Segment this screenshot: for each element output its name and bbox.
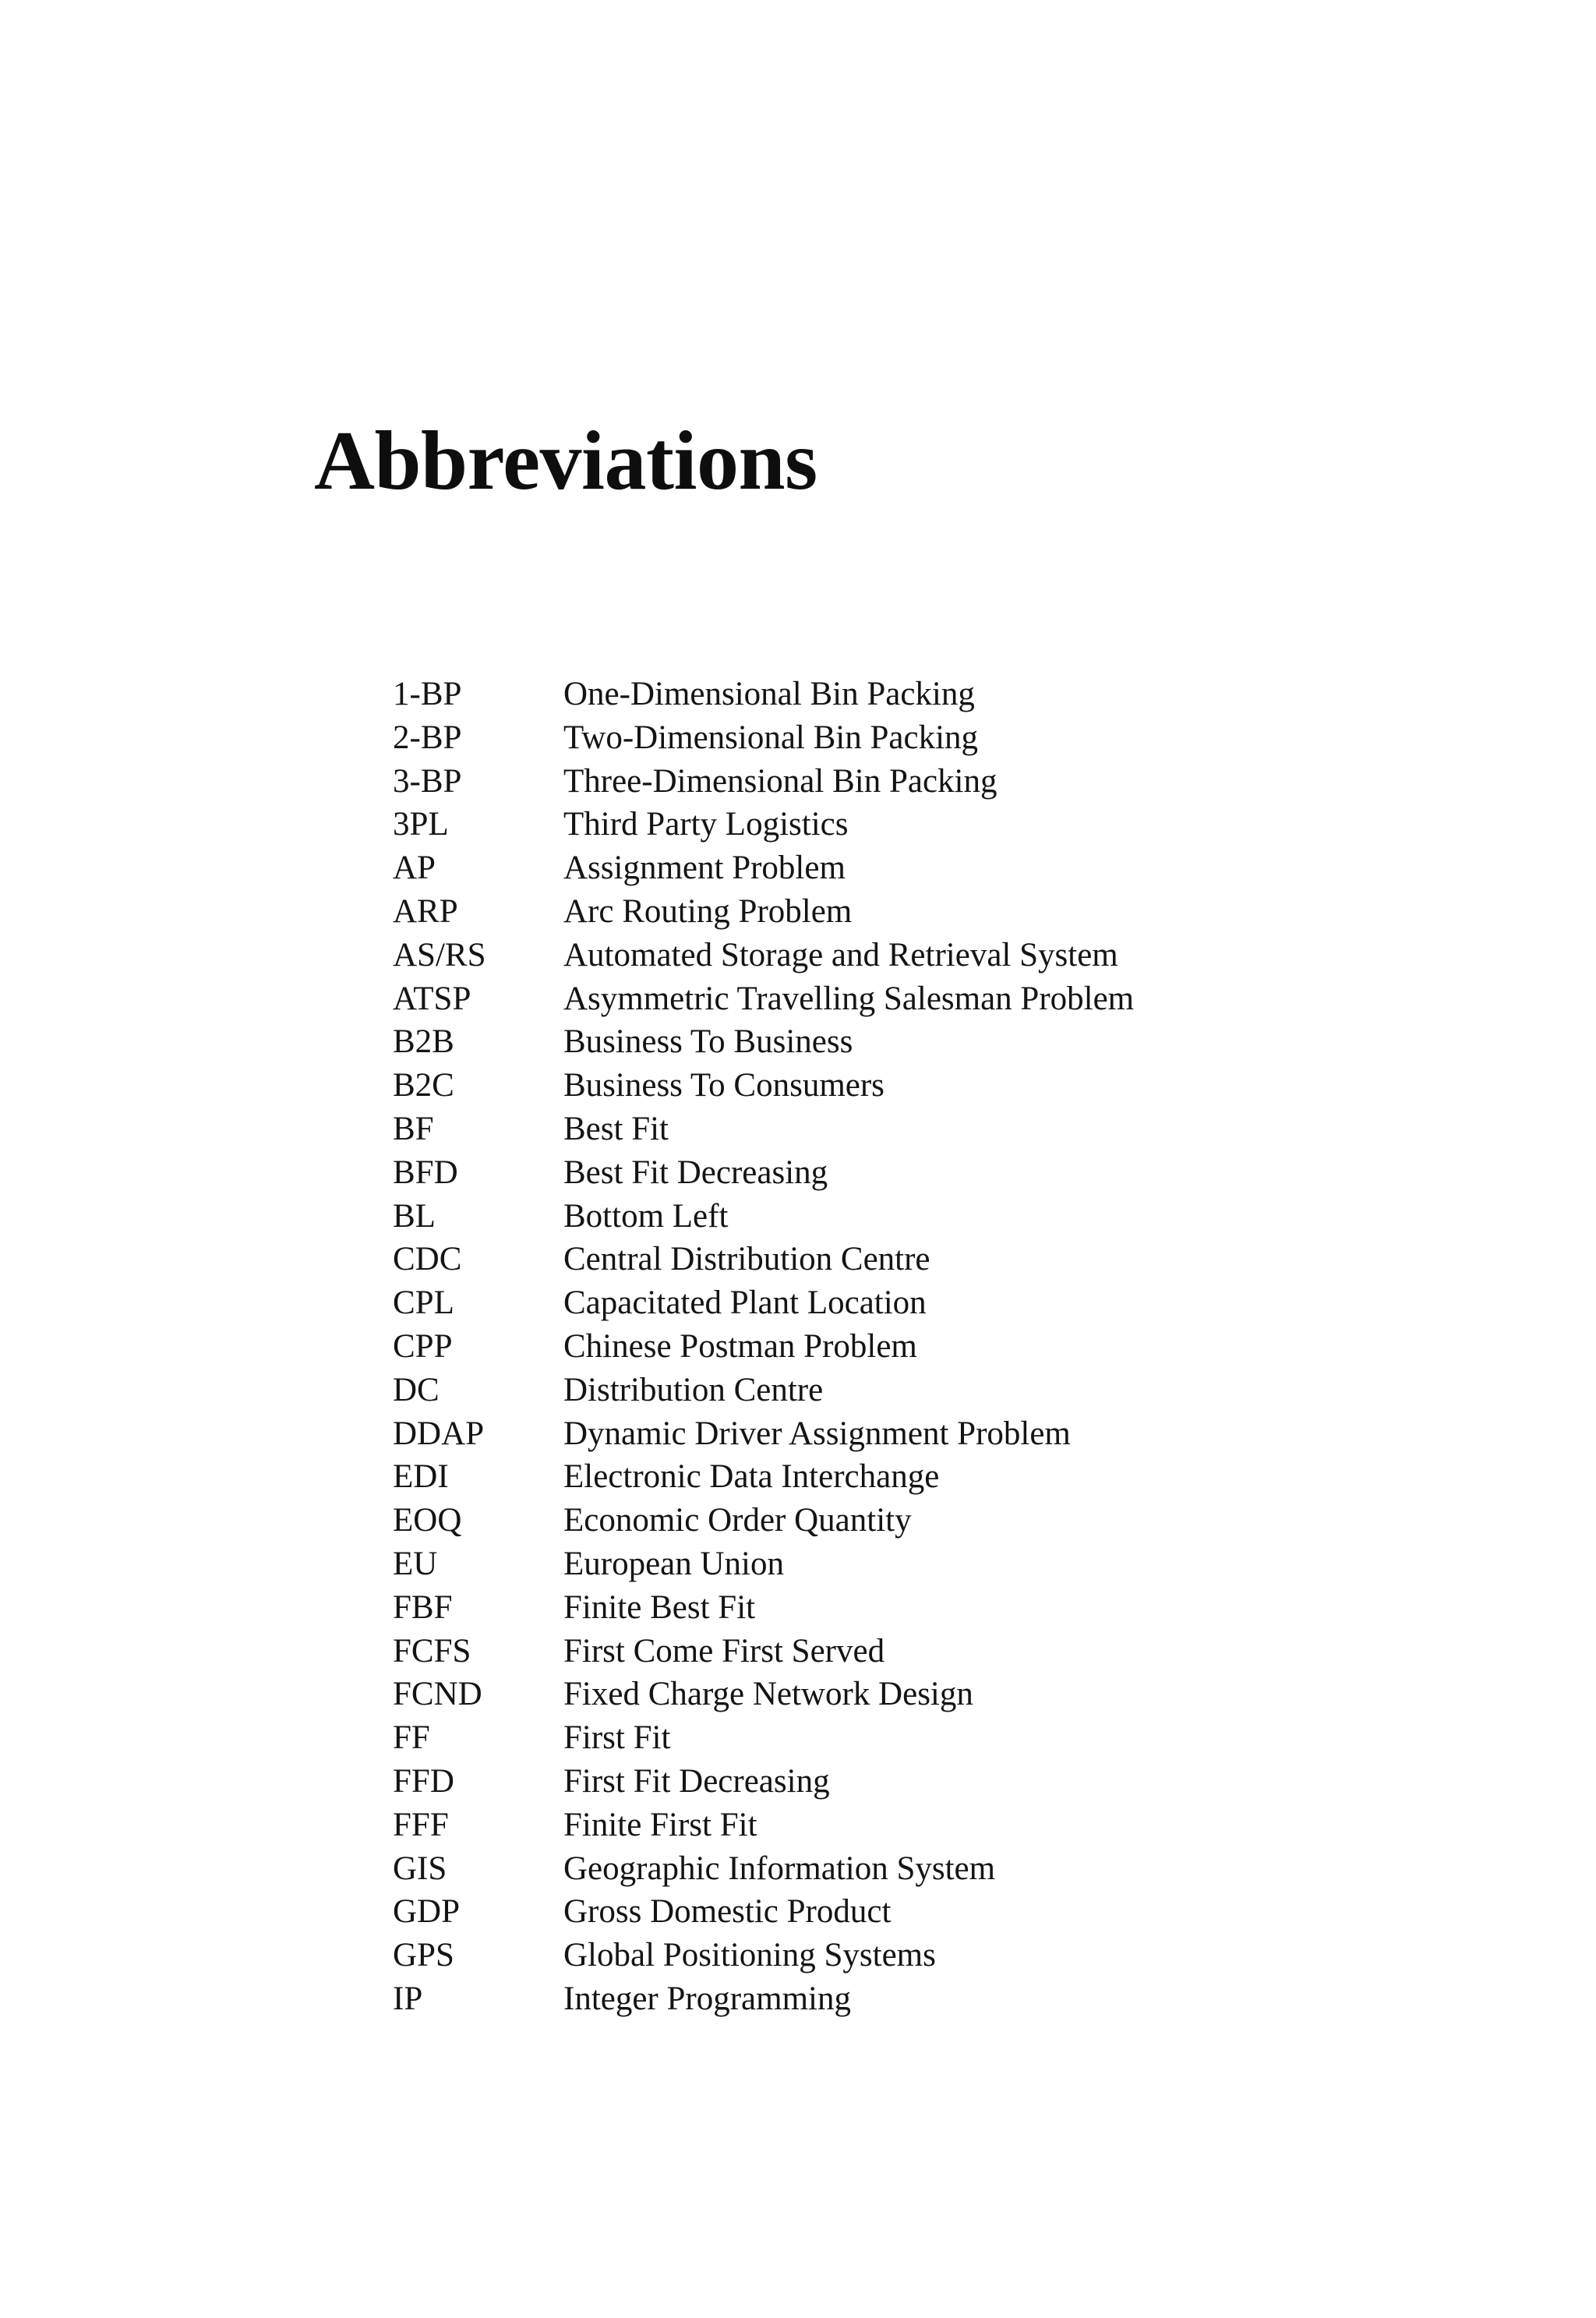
abbreviation-term: CPL (393, 1284, 454, 1322)
abbreviation-definition: First Fit (563, 1719, 671, 1757)
abbreviation-term: B2C (393, 1067, 454, 1104)
abbreviation-row (393, 977, 1328, 1021)
abbreviation-definition: First Come First Served (563, 1632, 885, 1670)
abbreviation-term: AS/RS (393, 936, 486, 973)
abbreviation-term: DC (393, 1371, 440, 1408)
abbreviation-definition: Two-Dimensional Bin Packing (563, 719, 979, 756)
abbreviation-definition: Electronic Data Interchange (563, 1458, 940, 1496)
abbreviation-row (393, 846, 1328, 890)
abbreviation-row (393, 1281, 1328, 1325)
abbreviation-definition: Arc Routing Problem (563, 892, 853, 930)
abbreviation-definition: Best Fit (563, 1110, 669, 1147)
abbreviation-term: FBF (393, 1588, 453, 1626)
abbreviation-row (393, 1108, 1328, 1151)
abbreviation-term: ATSP (393, 980, 471, 1017)
abbreviation-term: GPS (393, 1937, 454, 1974)
abbreviation-row (393, 1760, 1328, 1804)
abbreviation-definition: Dynamic Driver Assignment Problem (563, 1415, 1071, 1452)
abbreviation-row (393, 1238, 1328, 1281)
abbreviation-term: B2B (393, 1023, 454, 1061)
abbreviation-definition: Third Party Logistics (563, 806, 849, 843)
abbreviation-definition: Business To Consumers (563, 1067, 885, 1104)
abbreviation-definition: Assignment Problem (563, 850, 846, 887)
abbreviation-term: FFF (393, 1806, 449, 1843)
abbreviation-term: FF (393, 1719, 430, 1757)
abbreviation-definition: Automated Storage and Retrieval System (563, 936, 1118, 973)
abbreviation-definition: Best Fit Decreasing (563, 1154, 828, 1191)
abbreviation-row (393, 1064, 1328, 1108)
abbreviation-row (393, 1542, 1328, 1586)
abbreviation-term: 3-BP (393, 762, 462, 800)
abbreviation-definition: Finite First Fit (563, 1806, 757, 1843)
abbreviation-row (393, 1847, 1328, 1891)
abbreviation-term: CPP (393, 1327, 453, 1365)
abbreviation-term: DDAP (393, 1415, 485, 1452)
abbreviation-row (393, 890, 1328, 934)
abbreviation-term: EOQ (393, 1502, 462, 1539)
abbreviation-definition: Finite Best Fit (563, 1588, 756, 1626)
abbreviation-definition: Gross Domestic Product (563, 1893, 892, 1931)
abbreviation-row (393, 1977, 1328, 2021)
abbreviation-definition: European Union (563, 1545, 785, 1582)
abbreviation-term: 2-BP (393, 719, 462, 756)
abbreviation-term: 3PL (393, 806, 449, 843)
abbreviation-definition: Chinese Postman Problem (563, 1327, 917, 1365)
abbreviation-row (393, 803, 1328, 846)
page-title: Abbreviations (314, 415, 817, 507)
abbreviation-term: BL (393, 1197, 436, 1235)
abbreviation-definition: Global Positioning Systems (563, 1937, 936, 1974)
abbreviation-definition: Economic Order Quantity (563, 1502, 912, 1539)
abbreviation-row (393, 760, 1328, 804)
abbreviation-row (393, 934, 1328, 977)
abbreviation-row (393, 1934, 1328, 1977)
abbreviation-row (393, 1586, 1328, 1630)
abbreviation-term: CDC (393, 1241, 462, 1278)
abbreviation-definition: First Fit Decreasing (563, 1762, 830, 1800)
abbreviation-term: FCFS (393, 1632, 471, 1670)
abbreviation-definition: Three-Dimensional Bin Packing (563, 762, 998, 800)
abbreviation-definition: Bottom Left (563, 1197, 729, 1235)
abbreviation-term: EU (393, 1545, 438, 1582)
abbreviation-definition: One-Dimensional Bin Packing (563, 676, 975, 712)
abbreviation-row (393, 1325, 1328, 1369)
abbreviation-row (393, 1369, 1328, 1412)
abbreviation-row (393, 716, 1328, 760)
abbreviation-term: 1-BP (393, 676, 462, 712)
abbreviation-term: BFD (393, 1154, 458, 1191)
abbreviation-term: IP (393, 1980, 423, 2017)
abbreviation-row (393, 1716, 1328, 1760)
abbreviation-row (393, 673, 1328, 716)
abbreviation-term: EDI (393, 1458, 449, 1496)
abbreviation-row (393, 1673, 1328, 1716)
abbreviation-term: GIS (393, 1850, 447, 1887)
abbreviation-list (393, 673, 1328, 2021)
abbreviation-definition: Business To Business (563, 1023, 853, 1061)
abbreviation-term: FFD (393, 1762, 454, 1800)
abbreviation-definition: Integer Programming (563, 1980, 851, 2017)
abbreviation-row (393, 1151, 1328, 1195)
abbreviation-row (393, 1804, 1328, 1847)
abbreviation-definition: Fixed Charge Network Design (563, 1676, 973, 1713)
abbreviation-term: BF (393, 1110, 434, 1147)
abbreviation-row (393, 1499, 1328, 1542)
abbreviation-definition: Geographic Information System (563, 1850, 996, 1887)
abbreviation-definition: Asymmetric Travelling Salesman Problem (563, 980, 1135, 1017)
abbreviation-row (393, 1020, 1328, 1064)
abbreviation-definition: Central Distribution Centre (563, 1241, 930, 1278)
abbreviation-term: GDP (393, 1893, 461, 1931)
abbreviation-definition: Distribution Centre (563, 1371, 824, 1408)
abbreviation-definition: Capacitated Plant Location (563, 1284, 927, 1322)
abbreviation-row (393, 1890, 1328, 1934)
abbreviation-row (393, 1412, 1328, 1456)
abbreviation-row (393, 1455, 1328, 1499)
abbreviation-row (393, 1195, 1328, 1239)
abbreviation-row (393, 1630, 1328, 1673)
abbreviation-term: AP (393, 850, 436, 887)
abbreviation-term: ARP (393, 892, 458, 930)
abbreviation-term: FCND (393, 1676, 482, 1713)
